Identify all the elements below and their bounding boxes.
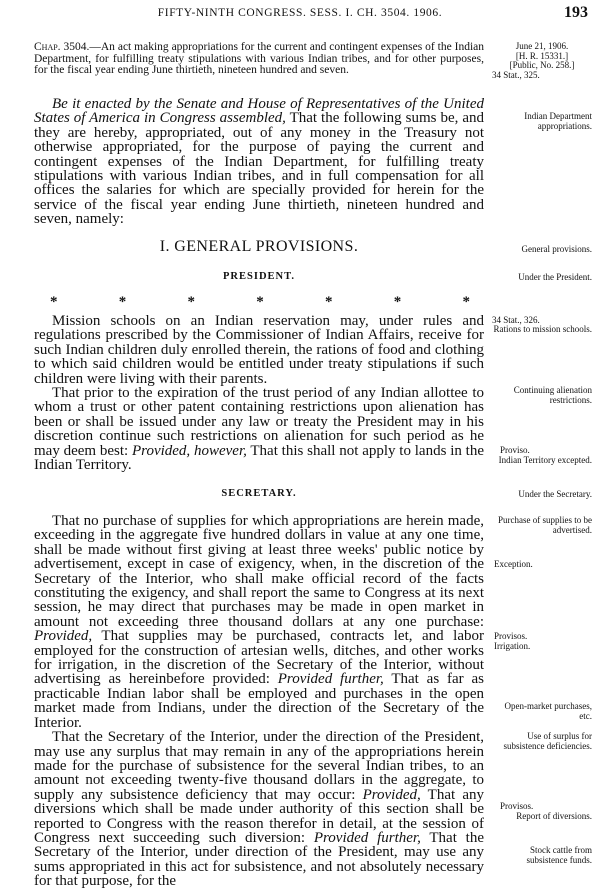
paragraph-text: That the Secretary of the Interior, under direction of the President, may use any sums appropriated in this act for subsistence, and not absolutely necessary for that purpose, for the: [34, 829, 485, 890]
enacting-text: That the following sums be, and they are hereby, appropriated, out of any money in the Treasury not otherwise appropriated, for the purpose of paying the current and contingent expenses of the Indian Department, for fulfilling treaty stipulations with various Indian tribes, and in full compensation for all offices the salaries for which are specially provided for herein for the service of the fiscal year ending June thirtieth, nineteen hundred and seven, namely:: [34, 110, 484, 228]
heading-secretary: SECRETARY.: [221, 488, 297, 499]
heading-general-provisions: I. GENERAL PROVISIONS.: [159, 238, 359, 255]
margin-continuing: Continuing alienation restrictions.: [513, 385, 592, 405]
margin-note-date: [492, 42, 592, 80]
margin-under-president: Under the President.: [518, 272, 592, 282]
margin-under-secretary: Under the Secretary.: [518, 489, 592, 499]
paragraph-surplus: [34, 730, 484, 888]
margin-stock: Stock cattle from subsistence funds.: [526, 845, 592, 865]
margin-open-market: Open-market purchases, etc.: [504, 701, 592, 721]
margin-purchase: Purchase of supplies to be advertised.: [498, 515, 592, 535]
margin-indian-dept: Indian Department appropriations.: [524, 111, 592, 131]
margin-provisos-2: Provisos.: [500, 801, 534, 811]
running-header: FIFTY-NINTH CONGRESS. SESS. I. CH. 3504. 1906.: [157, 7, 443, 19]
proviso-italic: Provided,: [34, 628, 93, 645]
paragraph-text: That no purchase of supplies for which appropriations are herein made, exceeding in the aggregate five hundred dollars in value at any one time, shall be made without first giving at least three weeks' public notice by advertisement, except in case of exigency, when, in the discretion of the Secretary of the Interior, who shall make official record of the facts constituting the exigency, and shall report the same to Congress at its next session, he may direct that purchases may be made in open market in amount not exceeding three thousand dollars at any one purchase:: [34, 513, 484, 630]
page-number: 193: [564, 4, 588, 21]
margin-provisos: Provisos.: [494, 631, 528, 641]
paragraph-mission-schools: Mission schools on an Indian reservation may, under rules and regulations prescribed by the Commissioner of Indian Affairs, receive for such Indian children duly enrolled therein, the rations of food and clothing to which said children would be entitled under treaty stipulations if such children were living with their parents.: [34, 313, 484, 387]
margin-date: June 21, 1906.: [515, 41, 569, 51]
star: *: [118, 294, 127, 310]
margin-general-provisions: General provisions.: [521, 244, 592, 254]
star: *: [393, 294, 402, 310]
margin-stat-1: 34 Stat., 325.: [492, 69, 540, 80]
paragraph-alienation: [34, 386, 484, 472]
chapter-caption: [34, 42, 484, 77]
star: *: [187, 294, 195, 310]
margin-bill: [H. R. 15331.]: [515, 50, 569, 61]
margin-irrigation: Irrigation.: [494, 641, 531, 651]
margin-surplus: Use of surplus for subsistence deficiencies.: [503, 731, 592, 751]
margin-stat-2: 34 Stat., 326.: [492, 315, 540, 325]
star: *: [462, 294, 470, 310]
omission-stars: [50, 294, 470, 311]
margin-exception: Exception.: [494, 559, 533, 569]
chapter-label: Chap. 3504.: [34, 41, 90, 53]
paragraph-text: That prior to the expiration of the trust period of any Indian allottee to whom a trust or other patent containing restrictions upon alienation has been or shall be issued under any law or treaty the President may in his discretion continue such restrictions on alienation for such period as he may deem best:: [34, 385, 484, 459]
president-section: [34, 314, 484, 472]
proviso-italic: Provided,: [362, 786, 421, 803]
chapter-title: —An act making appropriations for the current and contingent expenses of the Indian Department, for fulfilling treaty stipulations with various Indian tribes, and for other purposes, for the fiscal year ending June thirtieth, nineteen hundred and seven.: [34, 41, 484, 77]
star: *: [50, 294, 58, 310]
heading-president: PRESIDENT.: [223, 271, 295, 282]
star: *: [256, 294, 264, 310]
proviso-italic: Provided further,: [313, 829, 421, 846]
proviso-italic: Provided, however,: [132, 442, 247, 459]
paragraph-text: That this shall not apply to lands in the Indian Territory.: [34, 442, 484, 474]
paragraph-text: That any diversions which shall be made under authority of this section shall be reported to Congress with the reason therefor in detail, at the session of Congress next succeeding such diversion:: [34, 786, 484, 846]
secretary-section: [34, 514, 484, 889]
enacting-clause: [34, 97, 484, 227]
margin-indian-territory: Indian Territory excepted.: [498, 455, 592, 465]
proviso-italic: Provided further,: [277, 671, 384, 688]
margin-rations: Rations to mission schools.: [493, 324, 592, 334]
paragraph-text: That the Secretary of the Interior, under the direction of the President, may use any surplus that may remain in any of the appropriations herein made for the purchase of subsistence for the several Indian tribes, to an amount not exceeding twenty-five thousand dollars in the aggregate, to supply any subsistence deficiency that may occur:: [34, 729, 484, 803]
margin-report: Report of diversions.: [516, 811, 592, 821]
margin-proviso: Proviso.: [500, 445, 530, 455]
star: *: [325, 294, 333, 310]
margin-public: [Public, No. 258.]: [509, 60, 575, 71]
paragraph-purchases: [34, 514, 484, 730]
paragraph-text: That supplies may be purchased, contracts let, and labor employed for the construction of artesian wells, ditches, and other works for irrigation, in the discretion of the Secretary of the Interior, without advertising as hereinbefore provided:: [34, 628, 484, 688]
enacting-formula: Be it enacted by the Senate and House of Representatives of the United States of America in Congress assembled,: [34, 96, 484, 127]
paragraph-text: That as far as practicable Indian labor shall be employed and purchases in the open market made from Indians, under the direction of the Secretary of the Interior.: [34, 671, 484, 731]
